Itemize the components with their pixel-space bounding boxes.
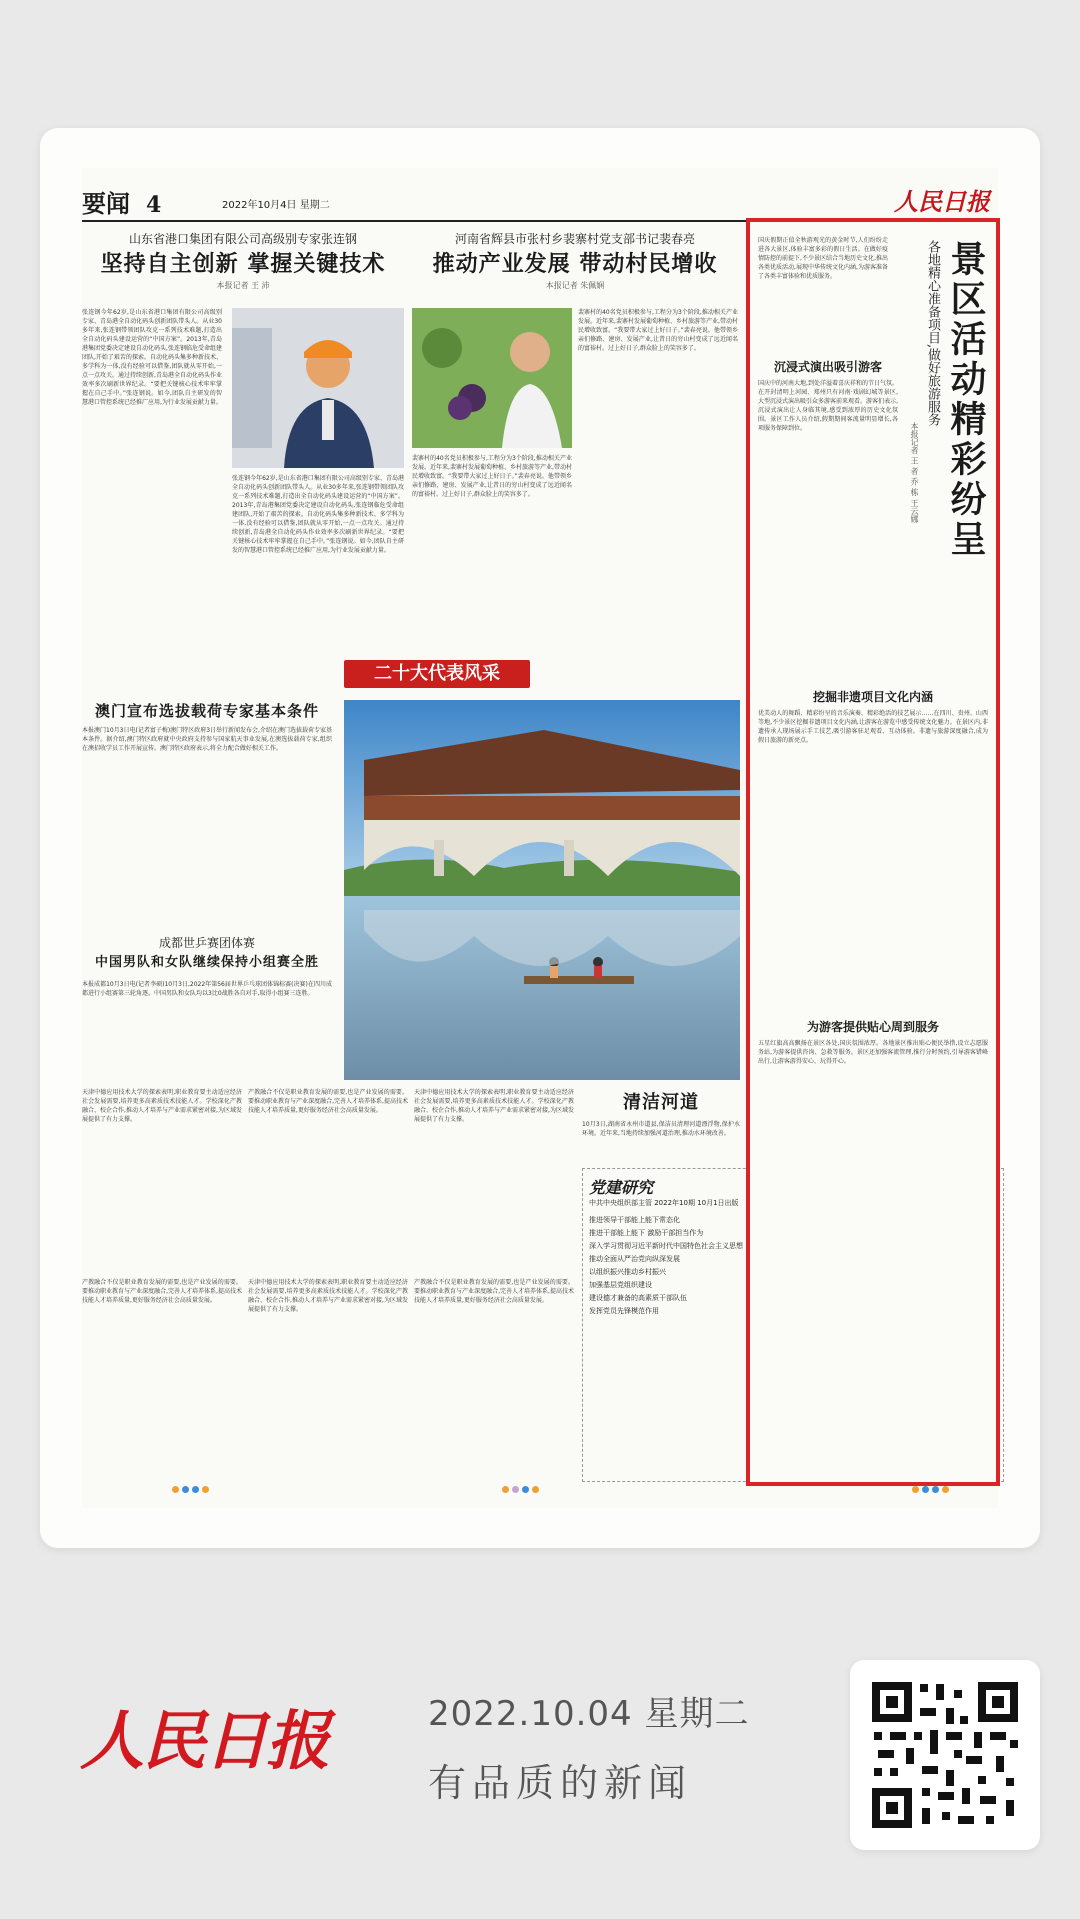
article-table-tennis bbox=[82, 934, 332, 970]
page-masthead bbox=[82, 178, 998, 222]
subsection-body: 五星红旗高高飘扬在景区各处,国庆氛围浓厚。各地景区推出贴心便民举措,设立志愿服务站,为游客提供咨询、急救等服务。景区还加强客流管理,推行分时预约,引导游客错峰出行,让游客游得安心、玩得开心。 bbox=[758, 1040, 988, 1065]
article-vocational-3: 天津中德应用技术大学的探索表明,职业教育要主动适应经济社会发展需要,培养更多高素质技术技能人才。学校深化产教融合、校企合作,推动人才培养与产业需求紧密对接,为区域发展提供了有力支撑。 bbox=[414, 1089, 574, 1123]
article-industry-3: 产教融合不仅是职业教育发展的需要,也是产业发展的需要。要推动职业教育与产业深度融合,完善人才培养体系,提高技术技能人才培养质量,更好服务经济社会高质量发展。 bbox=[414, 1279, 574, 1304]
section-name: 要闻 bbox=[82, 189, 130, 218]
brand-logo: 人民日报 bbox=[80, 1704, 328, 1779]
subsection-body: 国庆中的河南大地,到处洋溢着喜庆祥和的节日气氛。在开封清明上河园、郑州只有河南·戏剧幻城等景区,大型沉浸式演出吸引众多游客前来观看。游客们表示,沉浸式演出让人身临其境,感受到浓厚的历史文化氛围。景区工作人员介绍,假期期间客流量明显增长,各项服务保障到位。 bbox=[758, 380, 898, 432]
article-byline: 本报记者 朱佩娴 bbox=[545, 281, 605, 290]
article-body: 本报成都10月3日电(记者李硕)10月3日,2022年第56届世界乒乓球团体锦标赛(决赛)在四川成都进行小组赛第三轮角逐。中国男队和女队均以3比0战胜各自对手,取得小组赛三连胜。 bbox=[82, 981, 332, 997]
article-intro: 国庆假期正值全秋游观光的黄金时节,人们纷纷走进各大景区,体验丰富多彩的假日生活。在做好疫情防控的前提下,不少景区结合当地历史文化,推出各类优质活动,展现中华传统文化内涵,为游客准备了各类丰富体验和优质服务。 bbox=[758, 237, 888, 280]
article-industry-2: 天津中德应用技术大学的探索表明,职业教育要主动适应经济社会发展需要,培养更多高素质技术技能人才。学校深化产教融合、校企合作,推动人才培养与产业需求紧密对接,为区域发展提供了有力支撑。 bbox=[248, 1279, 408, 1313]
study-item[interactable]: 以组织振兴推动乡村振兴 bbox=[589, 1268, 666, 1276]
article-macau bbox=[82, 700, 332, 721]
article-body-cont: 张连钢今年62岁,是山东省港口集团有限公司高级别专家、青岛港全自动化码头创新团队带头人。从业30多年来,张连钢带领团队攻克一系列技术难题,打造出全自动化码头建设运营的“中国方案”。2013年,青岛港集团党委决定建设自动化码头,张连钢临危受命组建团队,开始了艰苦的探索。自动化码头集多种新技术、多学科为一体,没有经验可以借鉴,团队就从零开始,一点一点攻关。通过持续创新,青岛港全自动化码头作业效率多次刷新世界纪录。“要把关键核心技术牢牢掌握在自己手中。”张连钢说。如今,团队自主研发的智慧港口管控系统已经推广应用,为行业发展贡献力量。 bbox=[232, 475, 404, 554]
article-vocational-2: 产教融合不仅是职业教育发展的需要,也是产业发展的需要。要推动职业教育与产业深度融合,完善人才培养体系,提高技术技能人才培养质量,更好服务经济社会高质量发展。 bbox=[248, 1089, 408, 1114]
bridge-photo bbox=[344, 700, 740, 1080]
caption-title: 清洁河道 bbox=[623, 1092, 699, 1113]
article-headline[interactable]: 澳门宣布选拔载荷专家基本条件 bbox=[94, 702, 319, 720]
congress-banner: 二十大代表风采 bbox=[344, 660, 530, 688]
article-byline: 本报记者 王 者 乔 栋 王云娜 bbox=[910, 422, 919, 523]
study-masthead: 党建研究 bbox=[589, 1178, 654, 1197]
study-item[interactable]: 加强基层党组织建设 bbox=[589, 1281, 652, 1289]
qr-code-icon bbox=[850, 1660, 1040, 1850]
subsection-title: 沉浸式演出吸引游客 bbox=[773, 360, 882, 374]
page-dots bbox=[172, 1486, 209, 1493]
article-body: 裴寨村的40名党员积极参与,工程分为3个阶段,推动相关产业发展。近年来,裴寨村发展葡萄种植、乡村旅游等产业,带动村民增收致富。“我要带大家过上好日子。”裴春亮说。他带领乡亲们修路、建房、发展产业,让昔日的穷山村变成了远近闻名的富裕村。过上好日子,群众脸上的笑容多了。 bbox=[578, 309, 738, 352]
page-dots bbox=[502, 1486, 539, 1493]
photo-caption bbox=[582, 1088, 740, 1160]
article-kicker: 成都世乒赛团体赛 bbox=[158, 936, 255, 950]
article-kicker: 山东省港口集团有限公司高级别专家张连钢 bbox=[128, 232, 357, 246]
caption-body: 10月3日,湖南省永州市道县,保洁员清理河道漂浮物,保护水环境。近年来,当地持续加强河道治理,推动水环境改善。 bbox=[582, 1121, 740, 1137]
date-line: 2022年10月4日 星期二 bbox=[222, 200, 330, 211]
article-pei-chunliang bbox=[412, 230, 738, 291]
article-body: 张连钢今年62岁,是山东省港口集团有限公司高级别专家、青岛港全自动化码头创新团队带头人。从业30多年来,张连钢带领团队攻克一系列技术难题,打造出全自动化码头建设运营的“中国方案”。2013年,青岛港集团党委决定建设自动化码头,张连钢临危受命组建团队,开始了艰苦的探索。自动化码头集多种新技术、多学科为一体,没有经验可以借鉴,团队就从零开始,一点一点攻关。通过持续创新,青岛港全自动化码头作业效率多次刷新世界纪录。“要把关键核心技术牢牢掌握在自己手中。”张连钢说。如今,团队自主研发的智慧港口管控系统已经推广应用,为行业发展贡献力量。 bbox=[82, 309, 222, 406]
subsection-title: 为游客提供贴心周到服务 bbox=[806, 1020, 939, 1034]
article-body-cont: 裴寨村的40名党员积极参与,工程分为3个阶段,推动相关产业发展。近年来,裴寨村发展葡萄种植、乡村旅游等产业,带动村民增收致富。“我要带大家过上好日子。”裴春亮说。他带领乡亲们修路、建房、发展产业,让昔日的穷山村变成了远近闻名的富裕村。过上好日子,群众脸上的笑容多了。 bbox=[412, 455, 572, 498]
article-body: 本报澳门10月3日电(记者富子梅)澳门特区政府3日举行新闻发布会,介绍在澳门选拔载荷专家基本条件。据介绍,澳门特区政府就中央政府支持参与国家航天事业发展,在澳选拔载荷专家,组织在澳招收学员工作开展宣传。澳门特区政府表示,将全力配合做好相关工作。 bbox=[82, 727, 332, 752]
newspaper-card bbox=[40, 128, 1040, 1548]
footer-slogan: 有品质的新闻 bbox=[428, 1761, 693, 1805]
footer-date: 2022.10.04 星期二 bbox=[428, 1694, 750, 1734]
subsection-1 bbox=[758, 352, 898, 679]
article-vocational: 天津中德应用技术大学的探索表明,职业教育要主动适应经济社会发展需要,培养更多高素质技术技能人才。学校深化产教融合、校企合作,推动人才培养与产业需求紧密对接,为区域发展提供了有力支撑。 bbox=[82, 1089, 242, 1123]
page-number: 4 bbox=[146, 192, 162, 218]
study-item[interactable]: 建设德才兼备的高素质干部队伍 bbox=[589, 1294, 687, 1302]
article-byline: 本报记者 王 沛 bbox=[216, 281, 270, 290]
study-item[interactable]: 深入学习贯彻习近平新时代中国特色社会主义思想 bbox=[589, 1242, 743, 1250]
study-item[interactable]: 推进领导干部能上能下常态化 bbox=[589, 1216, 680, 1224]
article-headline[interactable]: 推动产业发展 带动村民增收 bbox=[432, 251, 718, 277]
highlighted-article[interactable] bbox=[746, 218, 1000, 1486]
subsection-body: 优美动人的舞蹈、精彩纷呈的音乐演奏、精彩绝活的技艺展示……在四川、贵州、山西等地,不少景区挖掘非遗项目文化内涵,让游客在游览中感受传统文化魅力。在景区内,非遗传承人现场展示手工技艺,吸引游客驻足观看、互动体验。非遗与旅游深度融合,成为假日旅游的新亮点。 bbox=[758, 710, 988, 744]
newspaper-page bbox=[82, 168, 998, 1508]
article-industry: 产教融合不仅是职业教育发展的需要,也是产业发展的需要。要推动职业教育与产业深度融合,完善人才培养体系,提高技术技能人才培养质量,更好服务经济社会高质量发展。 bbox=[82, 1279, 242, 1304]
article-kicker: 河南省辉县市张村乡裴寨村党支部书记裴春亮 bbox=[454, 232, 695, 246]
section-title bbox=[82, 184, 161, 219]
article-headline[interactable]: 景区活动精彩纷呈 bbox=[945, 240, 987, 560]
page-dots bbox=[912, 1486, 949, 1493]
study-item[interactable]: 推进干部能上能下 激励干部担当作为 bbox=[589, 1229, 704, 1237]
subsection-2 bbox=[758, 682, 988, 1009]
article-photo bbox=[412, 308, 572, 448]
study-item[interactable]: 发挥党员先锋模范作用 bbox=[589, 1307, 659, 1315]
subsection-3 bbox=[758, 1012, 988, 1439]
article-headline[interactable]: 坚持自主创新 掌握关键技术 bbox=[100, 251, 386, 277]
article-kicker: 各地精心准备项目,做好旅游服务 bbox=[925, 240, 940, 427]
subsection-title: 挖掘非遗项目文化内涵 bbox=[812, 690, 933, 704]
study-item[interactable]: 推动全面从严治党向纵深发展 bbox=[589, 1255, 680, 1263]
article-headline[interactable]: 中国男队和女队继续保持小组赛全胜 bbox=[94, 955, 319, 970]
qr-code[interactable] bbox=[850, 1660, 1040, 1850]
article-photo bbox=[232, 308, 404, 468]
masthead-logo: 人民日报 bbox=[894, 187, 990, 216]
study-issue: 中共中央组织部主管 2022年10期 10月1日出版 bbox=[589, 1199, 739, 1207]
article-zhang-liangang bbox=[82, 230, 404, 291]
